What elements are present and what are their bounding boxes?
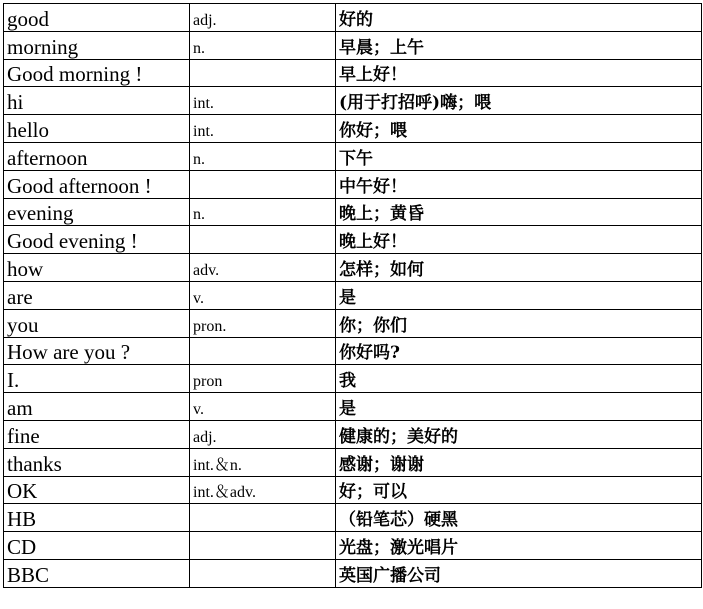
table-row — [4, 31, 702, 59]
meaning-cell: 早上好！ — [336, 59, 702, 87]
meaning-cell: 英国广播公司 — [336, 559, 702, 587]
meaning-cell: 健康的；美好的 — [336, 420, 702, 448]
part-of-speech-cell — [190, 59, 336, 87]
table-row — [4, 198, 702, 226]
meaning-cell: 晚上好！ — [336, 226, 702, 254]
part-of-speech-cell: int.＆adv. — [190, 476, 336, 504]
table-row — [4, 281, 702, 309]
table-row — [4, 420, 702, 448]
meaning-cell: 感谢；谢谢 — [336, 448, 702, 476]
table-row — [4, 504, 702, 532]
part-of-speech-cell: n. — [190, 142, 336, 170]
table-row — [4, 115, 702, 143]
table-row — [4, 365, 702, 393]
meaning-cell: 早晨；上午 — [336, 31, 702, 59]
word-cell: am — [4, 393, 190, 421]
table-row — [4, 476, 702, 504]
table-row — [4, 87, 702, 115]
part-of-speech-cell: pron. — [190, 309, 336, 337]
part-of-speech-cell: n. — [190, 198, 336, 226]
vocabulary-table-body — [4, 4, 702, 588]
word-cell: HB — [4, 504, 190, 532]
word-cell: I. — [4, 365, 190, 393]
part-of-speech-cell: int. — [190, 115, 336, 143]
part-of-speech-cell: int.＆n. — [190, 448, 336, 476]
word-cell: Good evening ! — [4, 226, 190, 254]
part-of-speech-cell: v. — [190, 393, 336, 421]
word-cell: you — [4, 309, 190, 337]
meaning-cell: （铅笔芯）硬黑 — [336, 504, 702, 532]
part-of-speech-cell — [190, 337, 336, 365]
table-row — [4, 4, 702, 32]
meaning-cell: 你；你们 — [336, 309, 702, 337]
part-of-speech-cell: pron — [190, 365, 336, 393]
word-cell: how — [4, 254, 190, 282]
vocabulary-table — [3, 3, 702, 588]
word-cell: hello — [4, 115, 190, 143]
table-row — [4, 226, 702, 254]
meaning-cell: 是 — [336, 281, 702, 309]
part-of-speech-cell — [190, 504, 336, 532]
table-row — [4, 59, 702, 87]
part-of-speech-cell: adv. — [190, 254, 336, 282]
word-cell: CD — [4, 532, 190, 560]
table-row — [4, 254, 702, 282]
word-cell: evening — [4, 198, 190, 226]
table-row — [4, 170, 702, 198]
meaning-cell: 好；可以 — [336, 476, 702, 504]
part-of-speech-cell — [190, 559, 336, 587]
part-of-speech-cell — [190, 226, 336, 254]
meaning-cell: 我 — [336, 365, 702, 393]
word-cell: good — [4, 4, 190, 32]
table-row — [4, 448, 702, 476]
table-row — [4, 532, 702, 560]
meaning-cell: 光盘；激光唱片 — [336, 532, 702, 560]
word-cell: Good morning ! — [4, 59, 190, 87]
word-cell: hi — [4, 87, 190, 115]
table-row — [4, 393, 702, 421]
meaning-cell: 晚上；黄昏 — [336, 198, 702, 226]
part-of-speech-cell: v. — [190, 281, 336, 309]
part-of-speech-cell: adj. — [190, 420, 336, 448]
part-of-speech-cell: int. — [190, 87, 336, 115]
part-of-speech-cell: adj. — [190, 4, 336, 32]
meaning-cell: 怎样；如何 — [336, 254, 702, 282]
word-cell: afternoon — [4, 142, 190, 170]
word-cell: thanks — [4, 448, 190, 476]
meaning-cell: 你好吗? — [336, 337, 702, 365]
word-cell: Good afternoon ! — [4, 170, 190, 198]
part-of-speech-cell — [190, 532, 336, 560]
table-row — [4, 559, 702, 587]
table-row — [4, 337, 702, 365]
meaning-cell: 下午 — [336, 142, 702, 170]
meaning-cell: 好的 — [336, 4, 702, 32]
meaning-cell: 你好；喂 — [336, 115, 702, 143]
word-cell: How are you ? — [4, 337, 190, 365]
word-cell: morning — [4, 31, 190, 59]
word-cell: OK — [4, 476, 190, 504]
meaning-cell: 中午好！ — [336, 170, 702, 198]
meaning-cell: (用于打招呼)嗨；喂 — [336, 87, 702, 115]
table-row — [4, 142, 702, 170]
word-cell: BBC — [4, 559, 190, 587]
word-cell: are — [4, 281, 190, 309]
table-row — [4, 309, 702, 337]
meaning-cell: 是 — [336, 393, 702, 421]
part-of-speech-cell: n. — [190, 31, 336, 59]
part-of-speech-cell — [190, 170, 336, 198]
word-cell: fine — [4, 420, 190, 448]
